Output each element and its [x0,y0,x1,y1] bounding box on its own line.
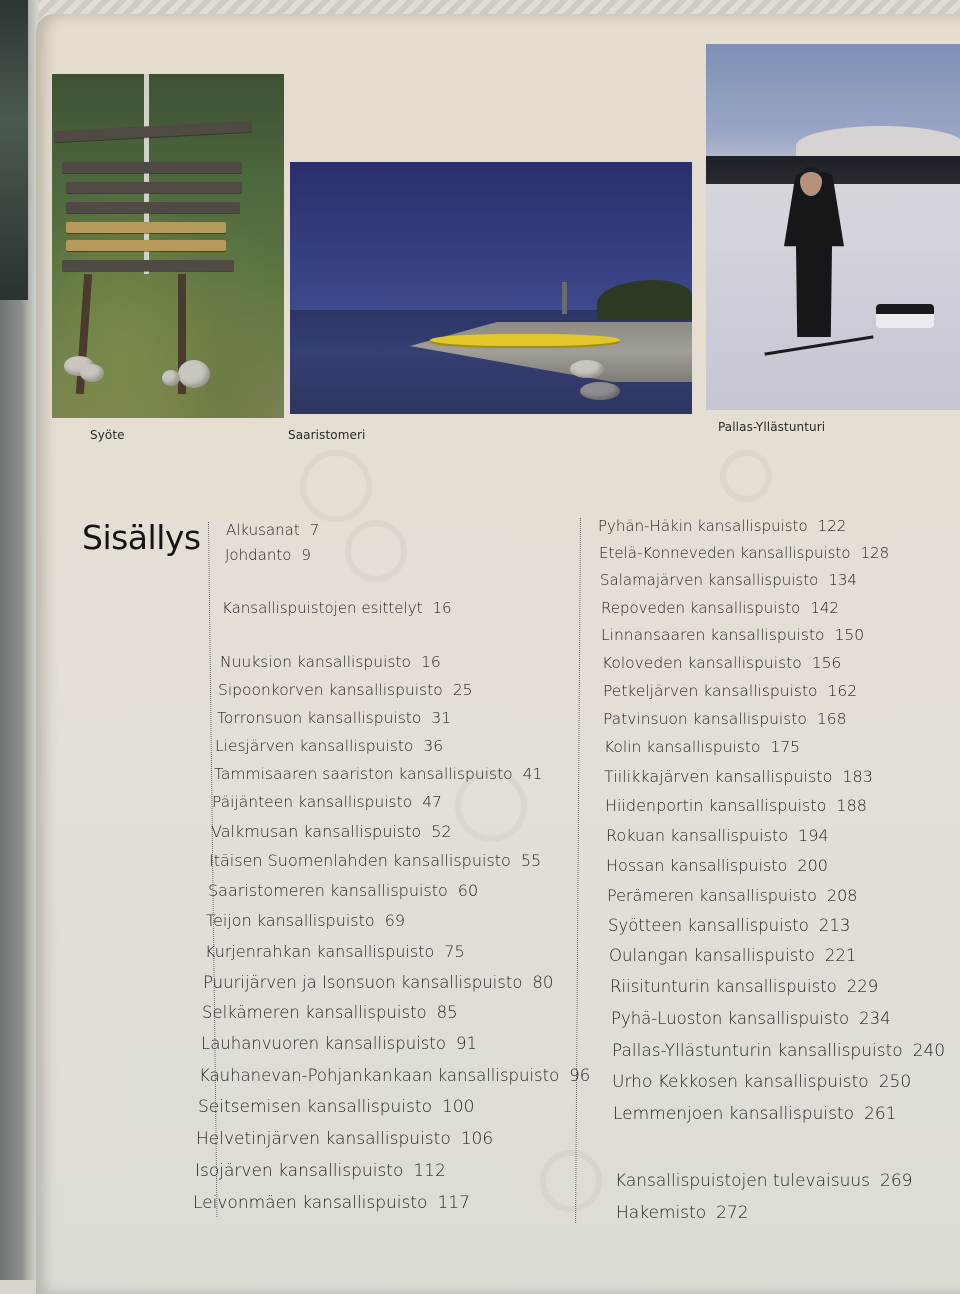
toc-entry-label: Urho Kekkosen kansallispuisto [612,1072,869,1092]
toc-entry-label: Selkämeren kansallispuisto [202,1003,427,1022]
toc-entry-label: Seitsemisen kansallispuisto [198,1097,432,1117]
toc-entry[interactable] [201,1034,477,1053]
toc-entry[interactable] [196,1129,493,1149]
toc-entry-label: Helvetinjärven kansallispuisto [196,1129,451,1149]
toc-entry[interactable] [203,973,553,992]
toc-entry-label: Hakemisto [616,1203,707,1223]
rock [580,382,620,400]
toc-entry-page: 52 [431,822,452,841]
toc-entry[interactable] [609,946,856,965]
toc-entry-label: Kansallispuistojen esittelyt [222,599,423,617]
photo-saaristomeri [290,162,692,414]
rock [570,360,604,378]
toc-entry-page: 272 [716,1203,749,1223]
sign-board [54,121,252,142]
toc-entry-page: 85 [436,1003,458,1022]
toc-entry[interactable] [602,654,841,672]
toc-entry[interactable] [612,1072,911,1092]
toc-entry-page: 240 [912,1041,946,1061]
toc-entry[interactable] [608,916,850,935]
toc-entry[interactable] [226,521,319,539]
caption-saaristomeri: Saaristomeri [288,428,366,442]
toc-entry-label: Pallas-Yllästunturin kansallispuisto [612,1041,903,1061]
toc-entry-page: 60 [457,881,479,900]
toc-entry-label: Koloveden kansallispuisto [602,654,802,672]
toc-entry[interactable] [222,599,452,617]
toc-entry-page: 128 [860,544,890,562]
toc-entry-label: Teijon kansallispuisto [206,911,375,930]
toc-entry-page: 112 [413,1161,446,1181]
toc-entry-label: Syötteen kansallispuisto [608,916,809,935]
toc-entry[interactable] [217,709,451,727]
sign-board [62,260,234,271]
toc-entry[interactable] [199,1066,590,1085]
toc-entry-page: 221 [824,946,857,965]
toc-entry-page: 9 [301,546,311,564]
toc-entry-label: Salamajärven kansallispuisto [600,571,819,589]
sign-board [62,162,242,173]
toc-entry-label: Nuuksion kansallispuisto [220,653,412,671]
toc-entry-label: Kansallispuistojen tulevaisuus [615,1171,870,1191]
toc-entry-label: Perämeren kansallispuisto [607,886,817,905]
toc-entry[interactable] [615,1171,912,1191]
toc-entry-page: 234 [859,1009,891,1028]
toc-entry-label: Päijänteen kansallispuisto [212,793,413,811]
toc-entry[interactable] [211,822,452,841]
toc-entry-page: 194 [798,826,829,845]
person [562,282,567,314]
show-through-mark [720,450,772,502]
toc-entry-page: 7 [309,521,320,539]
toc-entry-label: Petkeljärven kansallispuisto [603,682,818,700]
toc-entry[interactable] [605,796,867,815]
toc-entry-page: 269 [880,1171,913,1191]
toc-entry[interactable] [610,977,878,996]
toc-entry[interactable] [193,1193,470,1213]
toc-entry-label: Itäisen Suomenlahden kansallispuisto [209,851,511,870]
toc-entry-label: Kauhanevan-Pohjankankaan kansallispuisto [199,1066,560,1085]
toc-entry[interactable] [206,911,405,930]
skier-head [800,166,822,196]
toc-entry[interactable] [205,942,465,961]
toc-entry-label: Saaristomeren kansallispuisto [208,881,448,900]
photo-syote [52,74,284,418]
sign-board-yellow [66,222,226,233]
toc-entry[interactable] [215,737,443,755]
toc-entry-label: Oulangan kansallispuisto [609,946,815,965]
toc-entry-page: 208 [826,886,858,905]
toc-entry-label: Lauhanvuoren kansallispuisto [201,1034,446,1053]
rock [162,370,180,386]
toc-entry[interactable] [601,626,864,644]
toc-title: Sisällys [82,518,201,557]
toc-entry-page: 162 [827,682,858,700]
treeline [597,280,692,320]
toc-entry-page: 175 [770,738,801,756]
photo-pallas-yllastunturi [706,44,960,410]
toc-entry-page: 142 [810,599,839,617]
toc-entry-label: Pyhä-Luoston kansallispuisto [611,1009,850,1028]
toc-entry[interactable] [603,682,857,700]
toc-entry-page: 80 [532,973,554,992]
toc-entry-label: Leivonmäen kansallispuisto [193,1193,428,1213]
toc-entry[interactable] [613,1104,896,1124]
toc-entry[interactable] [611,1009,891,1028]
toc-entry-label: Etelä-Konneveden kansallispuisto [599,544,851,562]
toc-entry[interactable] [202,1003,458,1022]
toc-entry-label: Liesjärven kansallispuisto [215,737,414,755]
toc-entry-page: 55 [520,851,542,870]
toc-entry[interactable] [225,546,311,564]
toc-entry-label: Tammisaaren saariston kansallispuisto [214,765,513,783]
toc-entry-page: 31 [431,709,452,727]
toc-entry-page: 36 [423,737,444,755]
toc-entry-label: Torronsuon kansallispuisto [217,709,422,727]
toc-entry[interactable] [598,517,846,535]
toc-entry[interactable] [601,599,839,617]
toc-entry[interactable] [212,793,442,811]
toc-entry-page: 183 [842,767,873,786]
toc-entry[interactable] [600,571,857,589]
toc-entry-page: 117 [437,1193,470,1213]
toc-entry-page: 16 [432,599,452,617]
toc-entry-label: Johdanto [225,546,292,564]
toc-entry-label: Kolin kansallispuisto [604,738,761,756]
toc-entry[interactable] [198,1097,474,1117]
show-through-mark [300,450,372,522]
toc-entry-page: 200 [797,856,828,875]
caption-pallas-yllastunturi: Pallas-Yllästunturi [718,420,826,434]
toc-entry-page: 100 [441,1097,475,1117]
sign-board [66,182,242,193]
toc-entry-page: 168 [816,710,847,728]
toc-entry[interactable] [195,1161,446,1181]
toc-entry[interactable] [606,856,828,875]
toc-entry[interactable] [616,1203,749,1223]
toc-entry-page: 25 [452,681,473,699]
toc-entry-label: Kurjenrahkan kansallispuisto [205,942,435,961]
toc-entry-page: 75 [444,942,465,961]
toc-entry-label: Lemmenjoen kansallispuisto [613,1104,854,1124]
pulk-sled [876,304,934,328]
toc-entry-page: 122 [817,517,847,535]
toc-entry-label: Puurijärven ja Isonsuon kansallispuisto [203,973,523,992]
toc-entry-page: 229 [846,977,879,996]
toc-entry-label: Patvinsuon kansallispuisto [603,710,807,728]
toc-entry-label: Linnansaaren kansallispuisto [601,626,825,644]
kayak [430,334,620,346]
toc-entry-page: 213 [818,916,851,935]
facing-page-edge [0,0,38,1280]
toc-entry-page: 47 [422,793,442,811]
toc-entry-label: Hossan kansallispuisto [606,856,788,875]
toc-entry-page: 150 [834,626,865,644]
toc-entry-page: 250 [878,1072,912,1092]
toc-entry[interactable] [209,851,541,870]
toc-entry-label: Riisitunturin kansallispuisto [610,977,837,996]
show-through-mark [540,1150,602,1212]
toc-entry-label: Pyhän-Häkin kansallispuisto [598,517,808,535]
toc-entry-page: 16 [421,653,441,671]
toc-entry-page: 106 [460,1129,494,1149]
toc-entry[interactable] [606,826,829,845]
toc-entry-page: 41 [522,765,543,783]
toc-entry-label: Tiilikkajärven kansallispuisto [604,767,833,786]
toc-entry-label: Alkusanat [226,521,300,539]
rock [178,360,210,388]
rock [80,364,104,382]
toc-entry-label: Isojärven kansallispuisto [195,1161,404,1181]
toc-entry[interactable] [599,544,889,562]
toc-entry-label: Sipoonkorven kansallispuisto [218,681,443,699]
show-through-mark [345,520,407,582]
toc-entry[interactable] [214,765,542,783]
toc-entry-page: 69 [384,911,406,930]
toc-entry-page: 188 [836,796,867,815]
toc-entry[interactable] [612,1041,945,1061]
toc-entry-label: Hiidenportin kansallispuisto [605,796,827,815]
toc-entry[interactable] [603,710,846,728]
toc-entry-page: 134 [828,571,857,589]
toc-entry-page: 96 [569,1066,591,1085]
toc-entry[interactable] [607,886,857,905]
toc-entry-label: Repoveden kansallispuisto [601,599,801,617]
toc-entry-page: 156 [811,654,842,672]
toc-entry-page: 91 [455,1034,477,1053]
sign-board [66,202,240,213]
toc-entry[interactable] [218,681,472,699]
toc-entry[interactable] [208,881,478,900]
toc-entry-label: Rokuan kansallispuisto [606,826,789,845]
sign-board-yellow [66,240,226,251]
toc-entry[interactable] [604,767,873,786]
caption-syote: Syöte [90,428,125,442]
toc-entry-page: 261 [864,1104,897,1124]
toc-entry[interactable] [220,653,441,671]
facing-page-photo [0,0,28,300]
toc-entry-label: Valkmusan kansallispuisto [211,822,422,841]
toc-entry[interactable] [604,738,800,756]
